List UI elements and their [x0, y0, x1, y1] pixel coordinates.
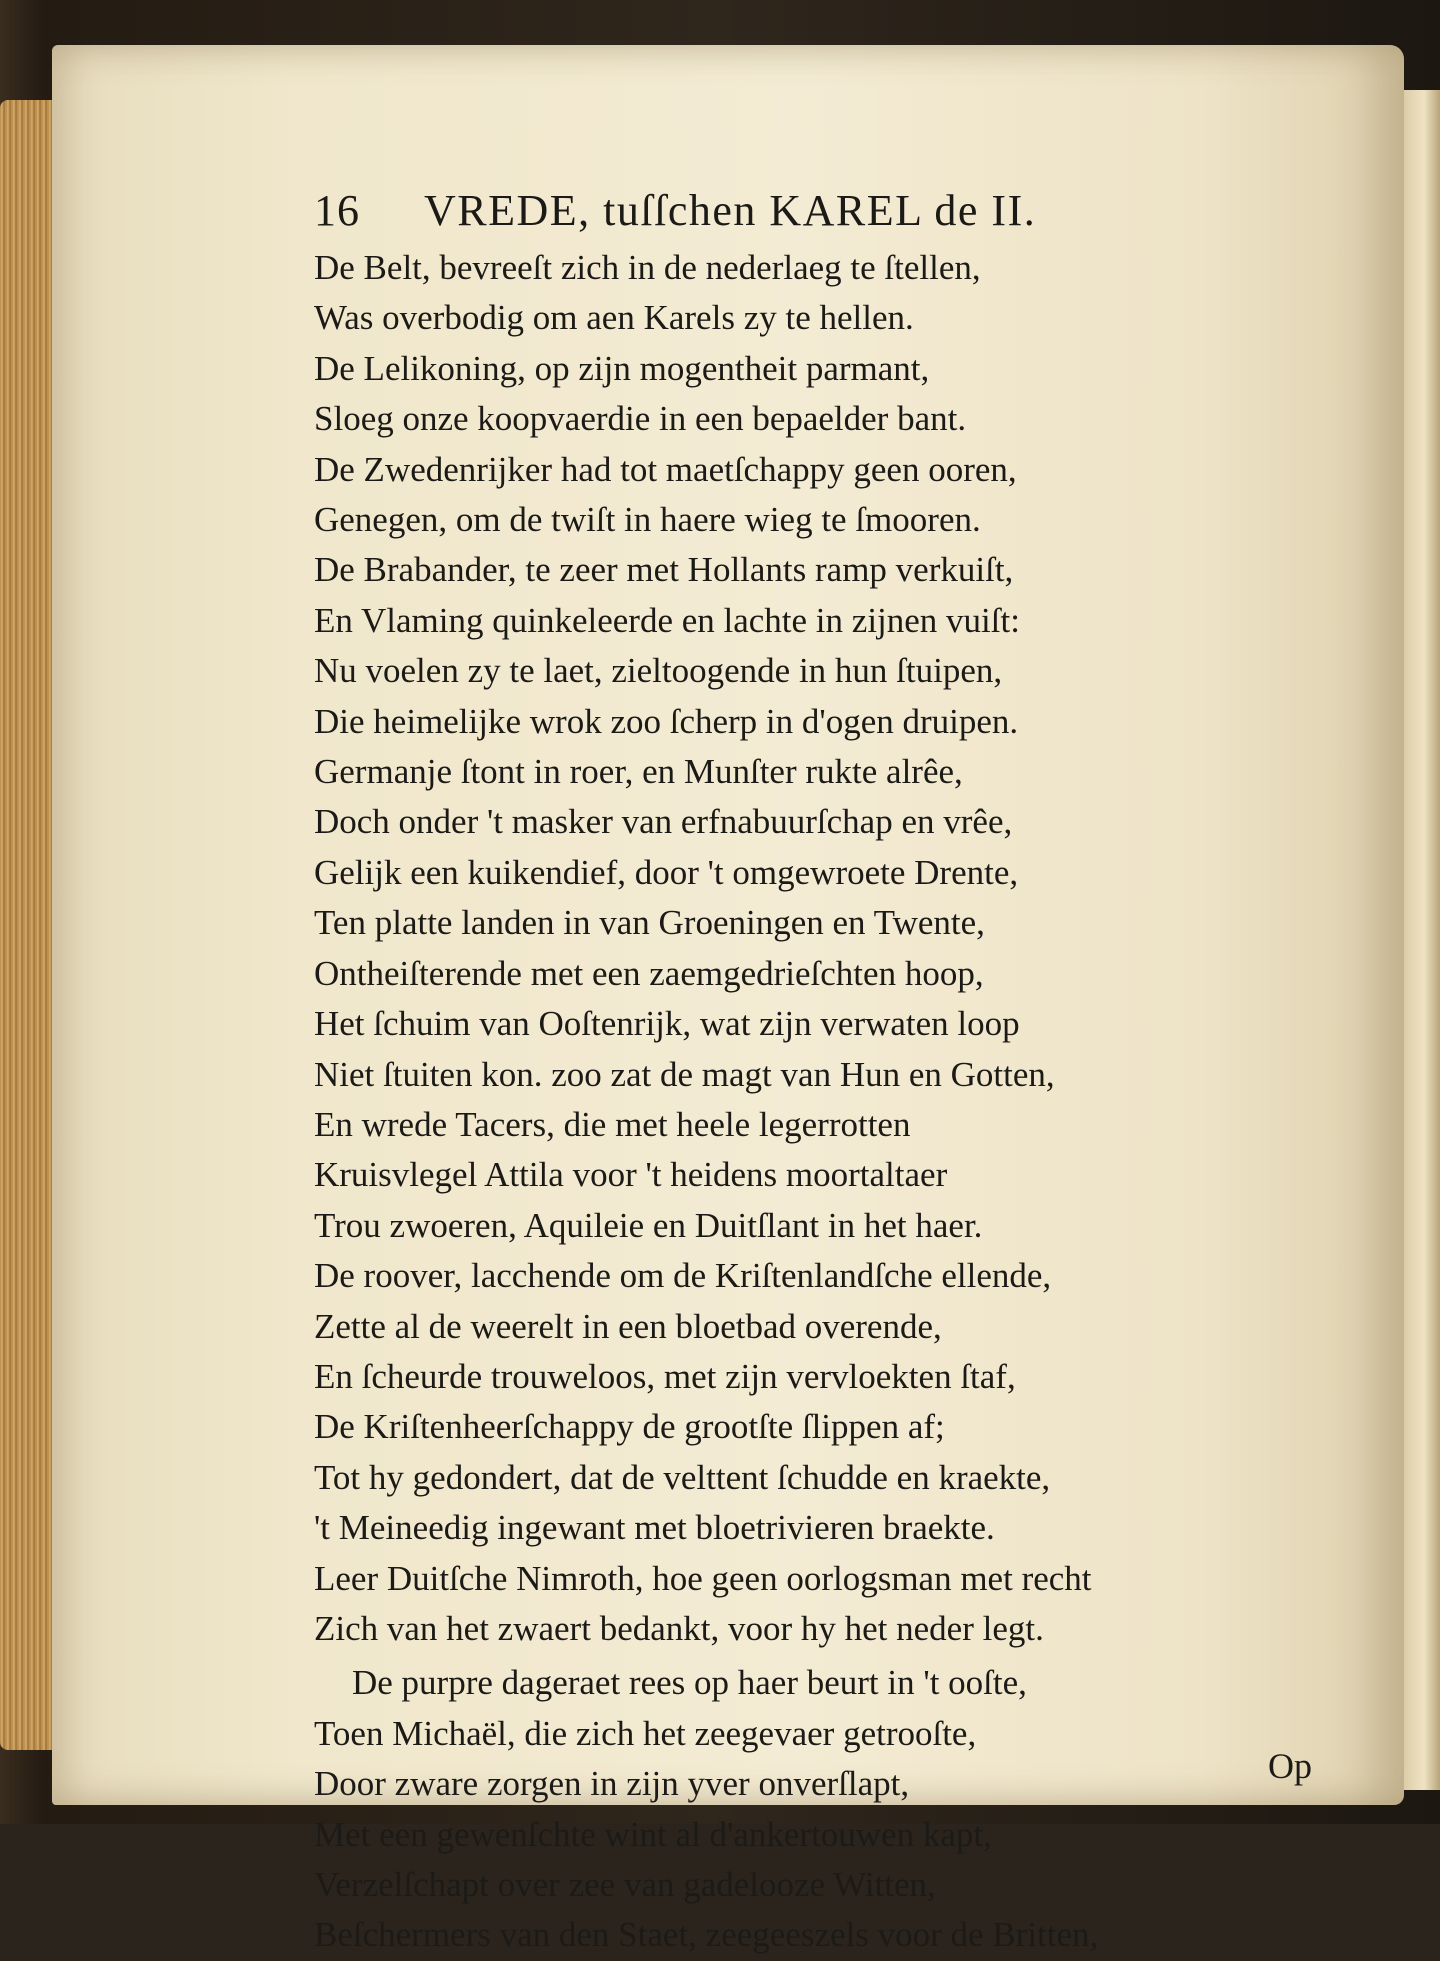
page-content	[314, 185, 1374, 1961]
verse-line: Kruisvlegel Attila voor 't heidens moortaltaer	[314, 1155, 948, 1195]
verse-line: Genegen, om de twiſt in haere wieg te ſmooren.	[314, 500, 981, 540]
page-header	[314, 185, 1374, 243]
verse-line: Die heimelijke wrok zoo ſcherp in d'ogen druipen.	[314, 701, 1019, 741]
verse-line: De Kriſtenheerſchappy de grootſte ſlippen af;	[314, 1407, 945, 1447]
verse-line: Zette al de weerelt in een bloetbad overende,	[314, 1306, 942, 1346]
verse-block	[314, 243, 1374, 1961]
verse-line: Trou zwoeren, Aquileie en Duitſlant in het haer.	[314, 1205, 983, 1245]
verse-line: De purpre dageraet rees op haer beurt in 't ooſte,	[352, 1663, 1027, 1703]
left-page-edges	[0, 100, 60, 1750]
right-page-edges	[1400, 90, 1440, 1790]
verse-line: En Vlaming quinkeleerde en lachte in zijnen vuiſt:	[314, 600, 1020, 640]
verse-line: Met een gewenſchte wint al d'ankertouwen kapt,	[314, 1814, 992, 1854]
book-page	[52, 45, 1404, 1955]
verse-line: De Lelikoning, op zijn mogentheit parmant,	[314, 348, 930, 388]
verse-line: Sloeg onze koopvaerdie in een bepaelder bant.	[314, 399, 967, 439]
verse-line: 't Meineedig ingewant met bloetrivieren braekte.	[314, 1508, 995, 1548]
verse-line: Toen Michaël, die zich het zeegevaer getrooſte,	[314, 1713, 977, 1753]
verse-line: Ten platte landen in van Groeningen en Twente,	[314, 903, 985, 943]
verse-line: De Belt, bevreeſt zich in de nederlaeg te ſtellen,	[314, 248, 981, 287]
verse-line: De Brabander, te zeer met Hollants ramp verkuiſt,	[314, 550, 1014, 590]
verse-line: Tot hy gedondert, dat de velttent ſchudde en kraekte,	[314, 1457, 1051, 1497]
catchword: Op	[1268, 1746, 1312, 1786]
verse-line: Beſchermers van den Staet, zeegeeszels voor de Britten,	[314, 1915, 1099, 1955]
verse-line: Het ſchuim van Ooſtenrijk, wat zijn verwaten loop	[314, 1004, 1020, 1044]
verse-line: Was overbodig om aen Karels zy te hellen.	[314, 298, 914, 338]
running-head: VREDE, tuſſchen KAREL de II.	[424, 186, 1037, 235]
verse-line: Niet ſtuiten kon. zoo zat de magt van Hun en Gotten,	[314, 1054, 1055, 1094]
verse-line: En ſcheurde trouweloos, met zijn vervloekten ſtaf,	[314, 1356, 1016, 1396]
page-number: 16	[314, 186, 360, 235]
verse-line: Nu voelen zy te laet, zieltoogende in hun ſtuipen,	[314, 651, 1003, 691]
verse-line: Leer Duitſche Nimroth, hoe geen oorlogsman met recht	[314, 1558, 1092, 1598]
verse-line: Ontheiſterende met een zaemgedrieſchten hoop,	[314, 953, 984, 993]
verse-line: De Zwedenrijker had tot maetſchappy geen ooren,	[314, 449, 1017, 489]
verse-line: Verzelſchapt over zee van gadelooze Witten,	[314, 1865, 936, 1904]
verse-line: De roover, lacchende om de Kriſtenlandſche ellende,	[314, 1256, 1052, 1296]
verse-line: Door zware zorgen in zijn yver onverſlapt,	[314, 1764, 910, 1804]
verse-line: Zich van het zwaert bedankt, voor hy het neder legt.	[314, 1608, 1044, 1648]
verse-line: Gelijk een kuikendief, door 't omgewroete Drente,	[314, 852, 1019, 892]
verse-line: Doch onder 't masker van erfnabuurſchap en vrêe,	[314, 802, 1013, 842]
verse-line: Germanje ſtont in roer, en Munſter rukte alrêe,	[314, 752, 963, 792]
verse-line: En wrede Tacers, die met heele legerrotten	[314, 1104, 911, 1144]
